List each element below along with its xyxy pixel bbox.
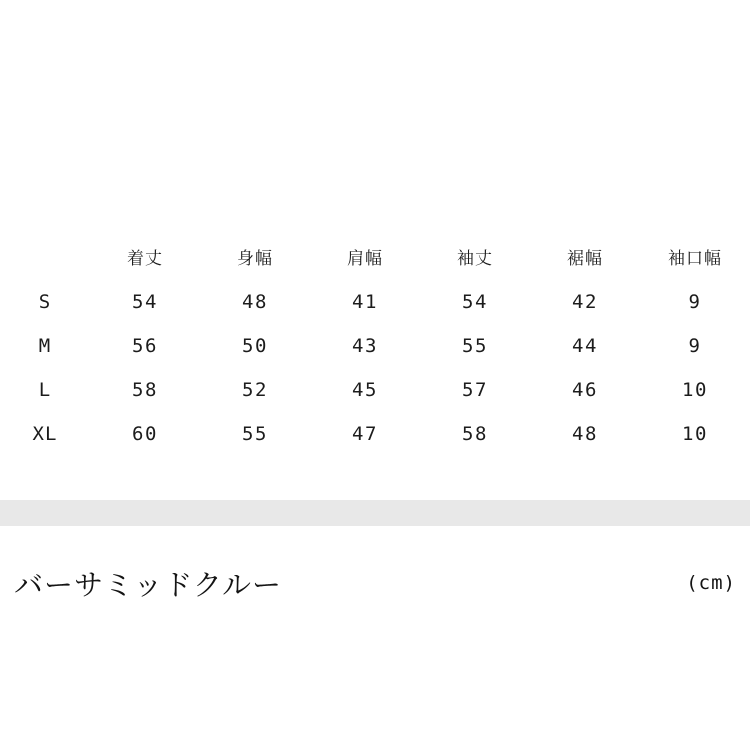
cell-susohaba: 42 — [572, 291, 598, 313]
cell-mihaba: 52 — [242, 379, 268, 401]
cell-sodeguchihaba: 10 — [682, 379, 708, 401]
row-size-label: M — [38, 335, 52, 357]
cell-sodeguchihaba: 10 — [682, 423, 708, 445]
column-header-kitake: 着丈 — [127, 248, 163, 269]
cell-sodetake: 55 — [462, 335, 488, 357]
column-header-mihaba: 身幅 — [237, 248, 273, 269]
cell-katahaba: 41 — [352, 291, 378, 313]
cell-sodetake: 58 — [462, 423, 488, 445]
column-header-susohaba: 裾幅 — [567, 248, 603, 269]
footer — [0, 552, 750, 614]
cell-katahaba: 45 — [352, 379, 378, 401]
cell-katahaba: 47 — [352, 423, 378, 445]
unit-label: (cm) — [686, 572, 736, 594]
cell-sodetake: 57 — [462, 379, 488, 401]
table-corner-header — [0, 232, 90, 280]
cell-kitake: 56 — [132, 335, 158, 357]
cell-mihaba: 48 — [242, 291, 268, 313]
size-table-container — [0, 232, 750, 456]
cell-mihaba: 50 — [242, 335, 268, 357]
cell-sodeguchihaba: 9 — [688, 335, 702, 357]
size-table — [0, 232, 750, 456]
size-table-header — [0, 232, 750, 280]
column-header-sodeguchihaba: 袖口幅 — [668, 248, 722, 269]
product-name: バーサミッドクルー — [14, 567, 282, 602]
cell-kitake: 58 — [132, 379, 158, 401]
cell-susohaba: 46 — [572, 379, 598, 401]
table-row — [0, 280, 750, 324]
cell-mihaba: 55 — [242, 423, 268, 445]
row-size-label: L — [38, 379, 52, 401]
cell-susohaba: 44 — [572, 335, 598, 357]
cell-sodetake: 54 — [462, 291, 488, 313]
table-header-row — [0, 232, 750, 280]
column-header-sodetake: 袖丈 — [457, 248, 493, 269]
cell-kitake: 54 — [132, 291, 158, 313]
cell-sodeguchihaba: 9 — [688, 291, 702, 313]
table-row — [0, 368, 750, 412]
divider-band — [0, 500, 750, 526]
cell-katahaba: 43 — [352, 335, 378, 357]
cell-susohaba: 48 — [572, 423, 598, 445]
row-size-label: XL — [32, 423, 58, 445]
column-header-katahaba: 肩幅 — [347, 248, 383, 269]
table-row — [0, 412, 750, 456]
cell-kitake: 60 — [132, 423, 158, 445]
row-size-label: S — [38, 291, 52, 313]
size-table-body — [0, 280, 750, 456]
table-row — [0, 324, 750, 368]
